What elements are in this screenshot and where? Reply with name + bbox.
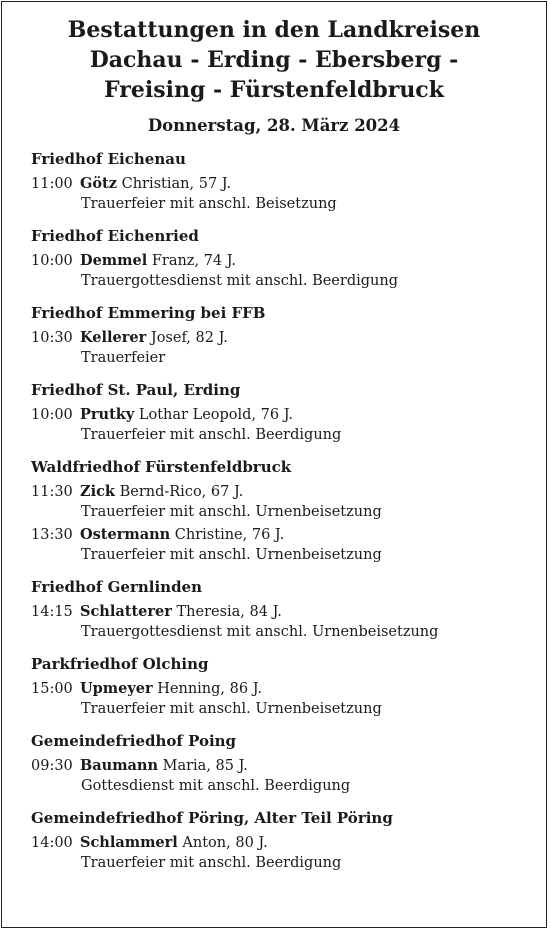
entry-ceremony: Trauerfeier <box>81 350 166 366</box>
entry-surname: Baumann <box>80 757 159 774</box>
cemetery-name: Friedhof Emmering bei FFB <box>31 304 266 322</box>
entry-line <box>31 251 536 271</box>
entry-surname: Ostermann <box>80 526 171 543</box>
entry-surname: Demmel <box>80 252 148 269</box>
entry-line <box>31 602 536 622</box>
page-title <box>2 15 546 105</box>
title-line: Freising - Fürstenfeldbruck <box>104 77 444 103</box>
cemetery-section <box>31 807 536 873</box>
cemetery-section <box>31 302 536 368</box>
burial-entry <box>31 525 536 565</box>
entry-time: 14:15 <box>31 604 73 620</box>
cemetery-name: Waldfriedhof Fürstenfeldbruck <box>31 458 292 476</box>
entry-time: 15:00 <box>31 681 73 697</box>
entry-ceremony: Trauerfeier mit anschl. Urnenbeisetzung <box>81 701 382 717</box>
entry-surname: Prutky <box>80 406 135 423</box>
burial-entry <box>31 833 536 873</box>
entry-line <box>31 482 536 502</box>
entry-surname: Upmeyer <box>80 680 153 697</box>
entry-line <box>31 756 536 776</box>
cemetery-section <box>31 225 536 291</box>
cemetery-name: Gemeindefriedhof Poing <box>31 732 237 750</box>
entry-time: 11:30 <box>31 484 73 500</box>
burial-entry <box>31 405 536 445</box>
entry-time: 10:00 <box>31 407 73 423</box>
entry-line <box>31 679 536 699</box>
entry-time: 11:00 <box>31 176 73 192</box>
entry-time: 09:30 <box>31 758 73 774</box>
notice-frame <box>1 1 547 928</box>
cemetery-section <box>31 576 536 642</box>
entry-ceremony: Trauerfeier mit anschl. Beerdigung <box>81 427 342 443</box>
entry-surname: Zick <box>80 483 115 500</box>
entry-line <box>31 833 536 853</box>
entry-time: 10:30 <box>31 330 73 346</box>
entry-surname: Götz <box>80 175 117 192</box>
burial-entry <box>31 482 536 522</box>
entry-ceremony: Trauerfeier mit anschl. Beerdigung <box>81 855 342 871</box>
entry-line <box>31 174 536 194</box>
entry-name-age: Christian, 57 J. <box>121 176 232 192</box>
entry-ceremony: Trauerfeier mit anschl. Beisetzung <box>81 196 337 212</box>
entry-line <box>31 328 536 348</box>
entry-ceremony: Trauerfeier mit anschl. Urnenbeisetzung <box>81 504 382 520</box>
cemetery-list <box>2 148 546 873</box>
entry-surname: Schlatterer <box>80 603 172 620</box>
cemetery-name: Friedhof Gernlinden <box>31 578 203 596</box>
entry-name-age: Franz, 74 J. <box>151 253 237 269</box>
burial-entry <box>31 174 536 214</box>
title-line: Bestattungen in den Landkreisen <box>67 17 481 43</box>
entry-name-age: Maria, 85 J. <box>162 758 248 774</box>
cemetery-section <box>31 653 536 719</box>
entry-name-age: Christine, 76 J. <box>174 527 285 543</box>
entry-name-age: Henning, 86 J. <box>157 681 263 697</box>
entry-line <box>31 525 536 545</box>
entry-time: 13:30 <box>31 527 73 543</box>
cemetery-section <box>31 148 536 214</box>
burial-entry <box>31 602 536 642</box>
cemetery-name: Friedhof St. Paul, Erding <box>31 381 241 399</box>
cemetery-name: Parkfriedhof Olching <box>31 655 209 673</box>
cemetery-name: Gemeindefriedhof Pöring, Alter Teil Pöring <box>31 809 393 827</box>
entry-surname: Schlammerl <box>80 834 178 851</box>
cemetery-name: Friedhof Eichenried <box>31 227 199 245</box>
entry-time: 14:00 <box>31 835 73 851</box>
entry-ceremony: Trauergottesdienst mit anschl. Beerdigung <box>81 273 398 289</box>
burial-entry <box>31 328 536 368</box>
cemetery-name: Friedhof Eichenau <box>31 150 186 168</box>
entry-name-age: Josef, 82 J. <box>150 330 228 346</box>
entry-name-age: Lothar Leopold, 76 J. <box>138 407 294 423</box>
entry-surname: Kellerer <box>80 329 147 346</box>
cemetery-section <box>31 379 536 445</box>
entry-ceremony: Trauerfeier mit anschl. Urnenbeisetzung <box>81 547 382 563</box>
date-heading: Donnerstag, 28. März 2024 <box>147 116 401 135</box>
burial-entry <box>31 756 536 796</box>
entry-name-age: Bernd-Rico, 67 J. <box>119 484 244 500</box>
cemetery-section <box>31 456 536 565</box>
title-line: Dachau - Erding - Ebersberg - <box>89 47 459 73</box>
burial-entry <box>31 251 536 291</box>
cemetery-section <box>31 730 536 796</box>
entry-ceremony: Gottesdienst mit anschl. Beerdigung <box>81 778 351 794</box>
entry-time: 10:00 <box>31 253 73 269</box>
burial-entry <box>31 679 536 719</box>
entry-name-age: Theresia, 84 J. <box>176 604 282 620</box>
entry-line <box>31 405 536 425</box>
entry-ceremony: Trauergottesdienst mit anschl. Urnenbeisetzung <box>81 624 439 640</box>
entry-name-age: Anton, 80 J. <box>182 835 268 851</box>
